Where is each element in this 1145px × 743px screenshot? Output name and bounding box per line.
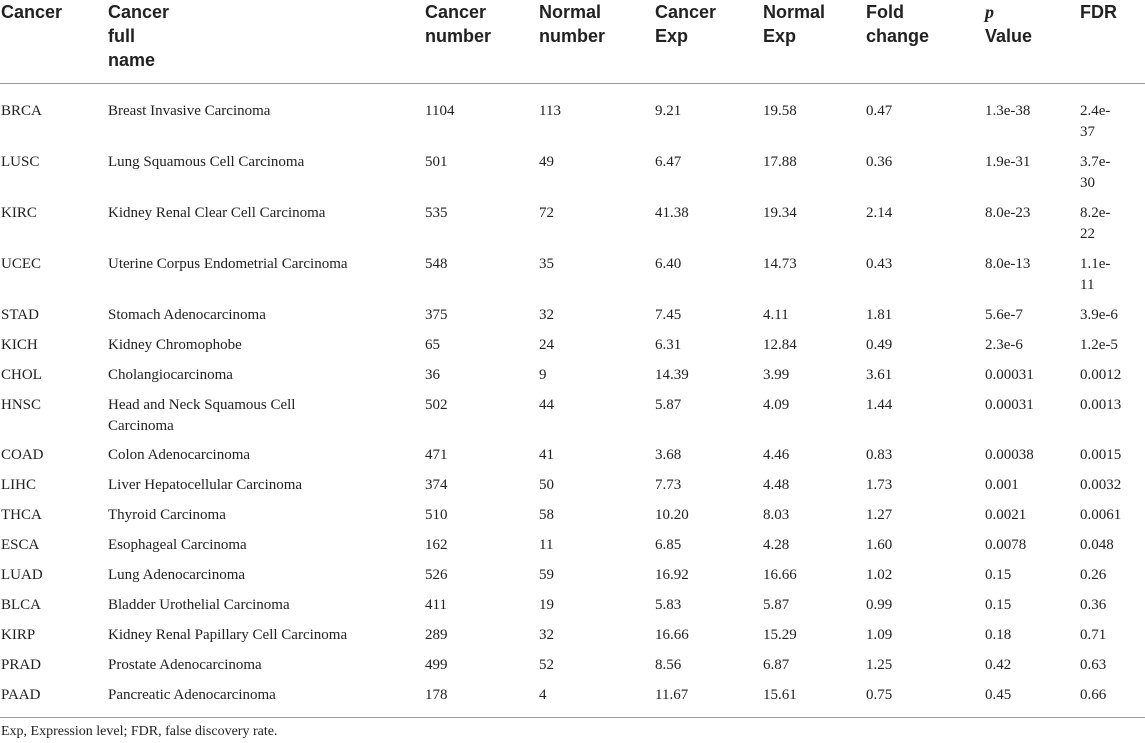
cell-p-value: 0.15	[985, 597, 1012, 613]
cell-fdr: 0.0012	[1080, 367, 1122, 383]
table-row	[0, 365, 1145, 395]
cell-cancer-exp: 6.47	[655, 154, 682, 170]
cell-cancer-number: 36	[425, 367, 440, 383]
cell-cancer-exp: 6.31	[655, 337, 682, 353]
cell-normal-exp: 4.28	[763, 537, 790, 553]
cell-fold-change: 3.61	[866, 367, 893, 383]
cell-p-value: 0.42	[985, 657, 1012, 673]
cell-cancer: KICH	[1, 337, 38, 353]
table-row	[0, 475, 1145, 505]
cell-full-name: Head and Neck Squamous Cell Carcinoma	[108, 397, 296, 434]
cell-cancer: LIHC	[1, 477, 36, 493]
cell-fdr: 0.63	[1080, 657, 1107, 673]
header-normal-number: Normal number	[539, 0, 655, 84]
cell-fold-change: 0.43	[866, 256, 893, 272]
cell-p-value: 0.00031	[985, 397, 1034, 413]
table-row	[0, 625, 1145, 655]
cell-cancer: ESCA	[1, 537, 40, 553]
table-row	[0, 505, 1145, 535]
cell-cancer-number: 289	[425, 627, 448, 643]
cell-normal-number: 58	[539, 507, 554, 523]
cell-fdr: 0.36	[1080, 597, 1107, 613]
cell-full-name: Lung Squamous Cell Carcinoma	[108, 154, 305, 170]
cell-cancer-exp: 6.85	[655, 537, 682, 553]
cell-p-value: 0.0021	[985, 507, 1027, 523]
cell-full-name: Kidney Renal Papillary Cell Carcinoma	[108, 627, 348, 643]
cell-fdr: 0.0015	[1080, 447, 1122, 463]
cell-normal-exp: 17.88	[763, 154, 797, 170]
cell-p-value: 5.6e-7	[985, 307, 1023, 323]
cell-fold-change: 0.99	[866, 597, 893, 613]
cell-full-name: Colon Adenocarcinoma	[108, 447, 251, 463]
cell-cancer: CHOL	[1, 367, 42, 383]
cell-fdr: 1.2e-5	[1080, 337, 1118, 353]
cell-cancer-exp: 8.56	[655, 657, 682, 673]
cell-normal-exp: 16.66	[763, 567, 797, 583]
cell-fold-change: 2.14	[866, 205, 893, 221]
cell-cancer-exp: 16.66	[655, 627, 689, 643]
cell-fdr: 0.66	[1080, 687, 1107, 703]
table-row	[0, 254, 1145, 305]
cell-full-name: Bladder Urothelial Carcinoma	[108, 597, 290, 613]
cell-fdr: 0.0061	[1080, 507, 1122, 523]
cell-cancer: KIRC	[1, 205, 37, 221]
cell-normal-exp: 19.58	[763, 103, 797, 119]
cell-fold-change: 1.27	[866, 507, 893, 523]
cell-cancer: LUAD	[1, 567, 43, 583]
cell-normal-number: 44	[539, 397, 554, 413]
cell-cancer: LUSC	[1, 154, 40, 170]
cell-normal-number: 24	[539, 337, 554, 353]
cell-p-value: 0.0078	[985, 537, 1027, 553]
cell-p-value: 8.0e-13	[985, 256, 1031, 272]
table-row	[0, 152, 1145, 203]
cell-fdr: 0.0013	[1080, 397, 1122, 413]
cell-cancer-exp: 10.20	[655, 507, 689, 523]
cell-full-name: Lung Adenocarcinoma	[108, 567, 246, 583]
header-fold-change: Fold change	[866, 0, 985, 84]
table-row	[0, 685, 1145, 710]
cell-full-name: Cholangiocarcinoma	[108, 367, 233, 383]
cell-cancer-number: 502	[425, 397, 448, 413]
cell-full-name: Breast Invasive Carcinoma	[108, 103, 271, 119]
header-cancer-full-name: Cancer full name	[108, 0, 425, 84]
table-row	[0, 395, 1145, 445]
cell-p-value: 0.001	[985, 477, 1019, 493]
cell-fdr: 3.7e- 30	[1080, 154, 1111, 191]
cell-fold-change: 1.44	[866, 397, 893, 413]
cell-cancer-exp: 14.39	[655, 367, 689, 383]
cell-full-name: Thyroid Carcinoma	[108, 507, 226, 523]
cell-cancer: PRAD	[1, 657, 42, 673]
cell-cancer: COAD	[1, 447, 44, 463]
cell-cancer-exp: 11.67	[655, 687, 689, 703]
cell-normal-number: 59	[539, 567, 554, 583]
cell-fdr: 2.4e- 37	[1080, 103, 1111, 140]
cell-p-value: 1.3e-38	[985, 103, 1031, 119]
cell-fold-change: 1.81	[866, 307, 893, 323]
cell-p-value: 0.15	[985, 567, 1012, 583]
cell-cancer-exp: 5.87	[655, 397, 682, 413]
cell-p-value: 0.00038	[985, 447, 1034, 463]
cell-full-name: Esophageal Carcinoma	[108, 537, 247, 553]
cell-fdr: 0.26	[1080, 567, 1107, 583]
cell-normal-number: 9	[539, 367, 547, 383]
cell-p-value: 8.0e-23	[985, 205, 1031, 221]
cell-fold-change: 0.83	[866, 447, 893, 463]
cell-normal-exp: 4.11	[763, 307, 789, 323]
cell-fdr: 0.71	[1080, 627, 1107, 643]
table-body	[0, 84, 1145, 711]
table-row	[0, 203, 1145, 254]
cell-normal-exp: 4.48	[763, 477, 790, 493]
cell-normal-exp: 14.73	[763, 256, 797, 272]
cell-full-name: Kidney Chromophobe	[108, 337, 242, 353]
cell-normal-number: 11	[539, 537, 554, 553]
cell-cancer: STAD	[1, 307, 39, 323]
cell-cancer-exp: 41.38	[655, 205, 689, 221]
cell-cancer-exp: 9.21	[655, 103, 682, 119]
cell-cancer-number: 548	[425, 256, 448, 272]
cell-cancer-number: 411	[425, 597, 447, 613]
cell-cancer: KIRP	[1, 627, 36, 643]
cell-fold-change: 1.09	[866, 627, 893, 643]
cell-normal-exp: 4.09	[763, 397, 790, 413]
cell-fdr: 0.048	[1080, 537, 1114, 553]
cell-normal-exp: 3.99	[763, 367, 790, 383]
cell-cancer-exp: 7.45	[655, 307, 682, 323]
cell-full-name: Uterine Corpus Endometrial Carcinoma	[108, 256, 348, 272]
table-row	[0, 335, 1145, 365]
cell-normal-number: 32	[539, 627, 554, 643]
cell-normal-number: 35	[539, 256, 554, 272]
cell-full-name: Prostate Adenocarcinoma	[108, 657, 262, 673]
cell-p-value: 2.3e-6	[985, 337, 1023, 353]
cell-cancer-number: 510	[425, 507, 448, 523]
cell-full-name: Liver Hepatocellular Carcinoma	[108, 477, 303, 493]
header-normal-exp: Normal Exp	[763, 0, 866, 84]
cell-normal-number: 32	[539, 307, 554, 323]
cell-normal-number: 50	[539, 477, 554, 493]
header-cancer-exp: Cancer Exp	[655, 0, 763, 84]
table-footnote: Exp, Expression level; FDR, false discovery rate.	[1, 724, 278, 739]
cell-full-name: Pancreatic Adenocarcinoma	[108, 687, 276, 703]
cell-normal-exp: 19.34	[763, 205, 797, 221]
header-cancer-number: Cancer number	[425, 0, 539, 84]
cell-full-name: Kidney Renal Clear Cell Carcinoma	[108, 205, 326, 221]
cell-fold-change: 0.75	[866, 687, 893, 703]
cell-full-name: Stomach Adenocarcinoma	[108, 307, 266, 323]
cell-cancer-exp: 16.92	[655, 567, 689, 583]
cell-normal-number: 19	[539, 597, 554, 613]
cell-cancer-number: 374	[425, 477, 448, 493]
table-row	[0, 655, 1145, 685]
cell-fold-change: 0.49	[866, 337, 893, 353]
cell-cancer-number: 162	[425, 537, 448, 553]
cell-p-value: 1.9e-31	[985, 154, 1031, 170]
cell-fold-change: 1.25	[866, 657, 893, 673]
cell-fold-change: 1.73	[866, 477, 893, 493]
cell-cancer-number: 526	[425, 567, 448, 583]
cell-cancer-number: 471	[425, 447, 448, 463]
cell-normal-number: 52	[539, 657, 554, 673]
cell-p-value: 0.45	[985, 687, 1012, 703]
cell-fold-change: 1.60	[866, 537, 893, 553]
cell-cancer: UCEC	[1, 256, 42, 272]
cell-cancer-exp: 6.40	[655, 256, 682, 272]
header-cancer: Cancer	[0, 0, 108, 84]
cell-normal-exp: 6.87	[763, 657, 790, 673]
cell-fdr: 3.9e-6	[1080, 307, 1118, 323]
cell-normal-number: 49	[539, 154, 554, 170]
cell-cancer: PAAD	[1, 687, 41, 703]
table-row	[0, 535, 1145, 565]
cell-normal-exp: 4.46	[763, 447, 790, 463]
cell-cancer: THCA	[1, 507, 42, 523]
cell-fdr: 1.1e- 11	[1080, 256, 1111, 293]
cell-p-value: 0.00031	[985, 367, 1034, 383]
cell-cancer-number: 1104	[425, 103, 455, 119]
cell-cancer-number: 375	[425, 307, 448, 323]
cell-normal-exp: 12.84	[763, 337, 797, 353]
table-header	[0, 0, 1145, 84]
cell-normal-number: 41	[539, 447, 554, 463]
cell-fdr: 8.2e- 22	[1080, 205, 1111, 242]
cell-normal-number: 4	[539, 687, 547, 703]
cell-normal-exp: 15.29	[763, 627, 797, 643]
cell-cancer: BRCA	[1, 103, 42, 119]
cell-cancer-number: 499	[425, 657, 448, 673]
cell-fdr: 0.0032	[1080, 477, 1122, 493]
cell-fold-change: 1.02	[866, 567, 893, 583]
cell-cancer-number: 65	[425, 337, 440, 353]
cell-cancer-exp: 7.73	[655, 477, 682, 493]
table-row	[0, 445, 1145, 475]
header-fdr: FDR	[1080, 0, 1145, 84]
table-row	[0, 101, 1145, 152]
cell-cancer-number: 535	[425, 205, 448, 221]
cell-fold-change: 0.36	[866, 154, 893, 170]
cell-normal-number: 72	[539, 205, 554, 221]
cell-p-value: 0.18	[985, 627, 1012, 643]
cell-fold-change: 0.47	[866, 103, 893, 119]
table-row	[0, 595, 1145, 625]
cell-cancer: BLCA	[1, 597, 42, 613]
cell-cancer-number: 501	[425, 154, 448, 170]
cell-normal-number: 113	[539, 103, 561, 119]
cell-normal-exp: 15.61	[763, 687, 797, 703]
cell-cancer-number: 178	[425, 687, 448, 703]
table-bottom-rule	[0, 717, 1145, 718]
cell-cancer-exp: 3.68	[655, 447, 682, 463]
cell-cancer: HNSC	[1, 397, 42, 413]
table-row	[0, 305, 1145, 335]
cell-normal-exp: 5.87	[763, 597, 790, 613]
header-p-value: p Value	[985, 0, 1080, 84]
table-row	[0, 565, 1145, 595]
cell-cancer-exp: 5.83	[655, 597, 682, 613]
cell-normal-exp: 8.03	[763, 507, 790, 523]
